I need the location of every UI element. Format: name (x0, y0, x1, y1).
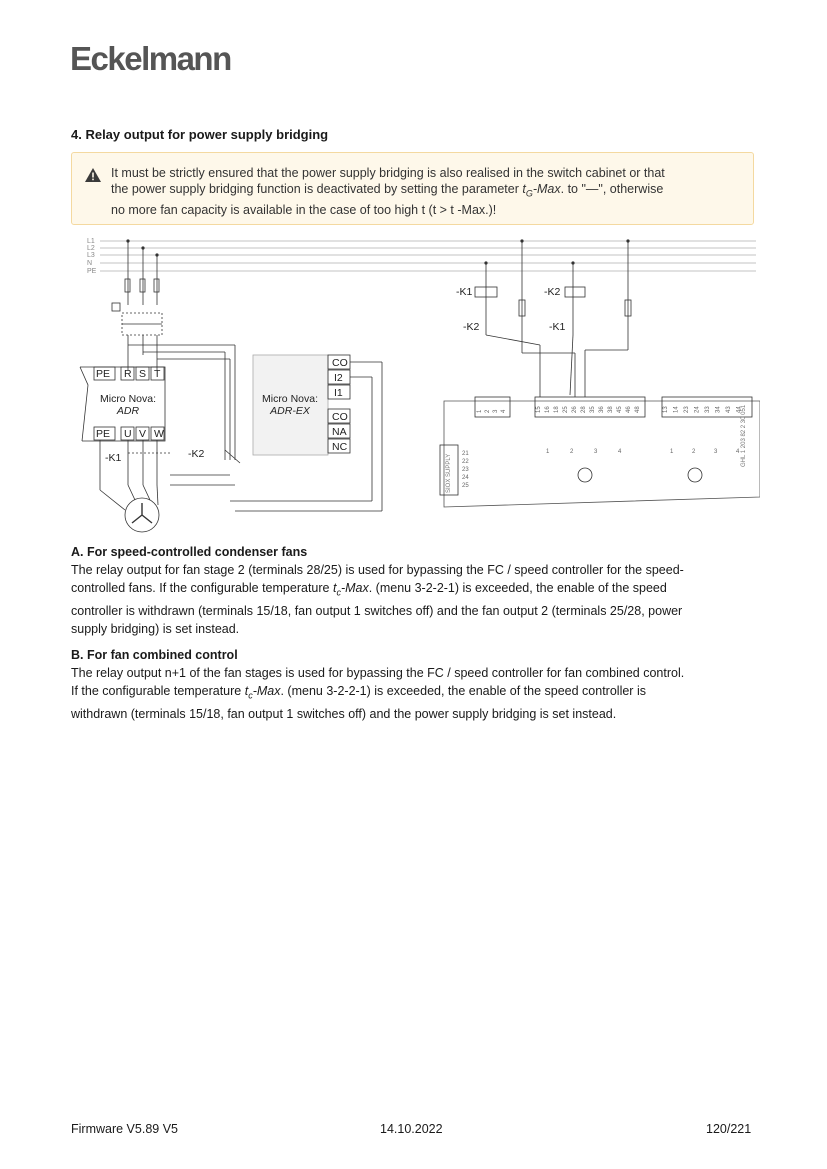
supply-terminal-label: 24 (462, 475, 469, 481)
terminal-label: 34 (715, 406, 722, 413)
footer-date: 14.10.2022 (380, 1122, 443, 1136)
terminal-label: 14 (673, 406, 680, 413)
warning-text (111, 165, 741, 218)
wiring-diagram (70, 235, 760, 540)
relay-k2: -K2 (544, 286, 561, 298)
adr-ex-subtitle: ADR-EX (270, 405, 310, 417)
adr-terminal-pe: PE (96, 368, 111, 380)
bus-label-n: N (87, 260, 93, 267)
terminal-label: 38 (608, 406, 614, 413)
bus-label-l3: L3 (87, 252, 95, 259)
terminal-label: 24 (694, 406, 701, 413)
terminal-label: 45 (617, 406, 623, 413)
adr-terminal-v: V (139, 428, 147, 440)
adr-ex-terminal-nc: NC (332, 441, 348, 453)
part-a-title: A. For speed-controlled condenser fans (71, 545, 308, 559)
contact-k2: -K2 (463, 321, 480, 333)
terminal-label: 43 (726, 406, 732, 413)
supply-terminal-label: 21 (462, 451, 469, 457)
warning-line-1: It must be strictly ensured that the power supply bridging is also realised in the switch cabinet or that (111, 166, 665, 180)
output-number: 4 (736, 449, 740, 455)
adr-terminal-r: R (124, 368, 132, 380)
part-a-line-1: The relay output for fan stage 2 (terminals 28/25) is used for bypassing the FC / speed controller for the speed- (71, 563, 684, 577)
supply-terminal-label: 25 (462, 483, 469, 489)
terminal-label: 35 (590, 406, 596, 413)
adr-terminal-s: S (139, 368, 147, 380)
terminal-label: 1 (477, 409, 483, 413)
output-number: 3 (714, 449, 718, 455)
bus-label-pe: PE (87, 268, 97, 275)
warning-line-2: the power supply bridging function is deactivated by setting the parameter $t_G$-Max. to "—", otherwise (111, 182, 664, 199)
company-logo: Eckelmann (70, 40, 231, 77)
motor-contact-k1: -K1 (105, 452, 122, 464)
terminal-label: 46 (626, 406, 632, 413)
adr-terminal-t: T (154, 368, 161, 380)
terminal-label: 44 (736, 406, 743, 413)
adr-ex-title: Micro Nova: (261, 393, 319, 405)
footer-page: 120/221 (706, 1122, 752, 1136)
section-title: 4. Relay output for power supply bridging (71, 127, 329, 142)
output-number: 2 (570, 449, 574, 455)
part-b-title: B. For fan combined control (71, 648, 238, 662)
bus-label-l1: L1 (87, 238, 95, 245)
terminal-label: 4 (501, 409, 507, 413)
adr-ex-terminal-i1: I1 (334, 387, 343, 399)
relay-circuit (475, 240, 631, 397)
supply-terminal-label: 23 (462, 467, 469, 473)
terminal-label: 16 (545, 406, 551, 413)
part-a-line-3: controller is withdrawn (terminals 15/18, fan output 1 switches off) and the fan output 2 (terminals 25/28, power (71, 603, 683, 618)
terminal-label: 2 (485, 409, 491, 413)
adr-terminal-w: W (154, 428, 164, 440)
terminal-label: 28 (581, 406, 587, 413)
part-a-line-4: supply bridging) is set instead. (71, 621, 240, 636)
terminal-label: 36 (599, 406, 605, 413)
part-b-line-1: The relay output n+1 of the fan stages is used for bypassing the FC / speed controller for fan combined control. (71, 666, 685, 680)
supply-label: SIOX SUPPLY (446, 453, 452, 493)
adr-ex-terminal-co2: CO (332, 411, 348, 423)
terminal-label: 18 (554, 406, 560, 413)
adr-terminal-pe-out: PE (96, 428, 111, 440)
warning-triangle-icon (84, 167, 102, 183)
terminal-label: 48 (635, 406, 641, 413)
footer-firmware: Firmware V5.89 V5 (71, 1122, 178, 1136)
adr-ex-block (230, 355, 382, 511)
part-b-line-2: If the configurable temperature $t_c$-Max. (menu 3-2-2-1) is exceeded, the enable of the speed controller is (71, 684, 646, 701)
part-a-text (71, 561, 761, 638)
part-b-line-3: withdrawn (terminals 15/18, fan output 1 switches off) and the power supply bridging is set instead. (71, 706, 617, 721)
adr-ex-terminal-na: NA (332, 426, 347, 438)
output-number: 4 (618, 449, 622, 455)
terminal-label: 26 (572, 406, 578, 413)
adr-subtitle: ADR (116, 405, 140, 417)
warning-box (71, 152, 754, 225)
motor-contact-k2: -K2 (188, 448, 205, 460)
part-a-line-2: controlled fans. If the configurable temperature $t_c$-Max. (menu 3-2-2-1) is exceeded, the enable of the speed (71, 581, 667, 598)
adr-terminal-u: U (124, 428, 132, 440)
terminal-label: 13 (663, 406, 669, 413)
terminal-label: 33 (705, 406, 711, 413)
output-number: 1 (670, 449, 674, 455)
adr-title: Micro Nova: (99, 393, 157, 405)
drawing-id: GHL 1 203 82 2 30 051 (741, 404, 747, 467)
power-bus (100, 241, 756, 271)
output-number: 2 (692, 449, 696, 455)
adr-ex-terminal-co: CO (332, 357, 348, 369)
terminal-label: 25 (563, 406, 569, 413)
bus-label-l2: L2 (87, 245, 95, 252)
supply-terminal-label: 22 (462, 459, 469, 465)
terminal-label: 3 (493, 409, 499, 413)
warning-line-3: no more fan capacity is available in the case of too high t (t > t -Max.)! (111, 202, 497, 217)
terminal-label: 23 (684, 406, 690, 413)
terminal-label: 15 (536, 406, 542, 413)
relay-k1: -K1 (456, 286, 473, 298)
adr-ex-terminal-i2: I2 (334, 372, 343, 384)
output-number: 3 (594, 449, 598, 455)
part-b-text (71, 664, 761, 723)
contact-k1: -K1 (549, 321, 566, 333)
output-number: 1 (546, 449, 550, 455)
